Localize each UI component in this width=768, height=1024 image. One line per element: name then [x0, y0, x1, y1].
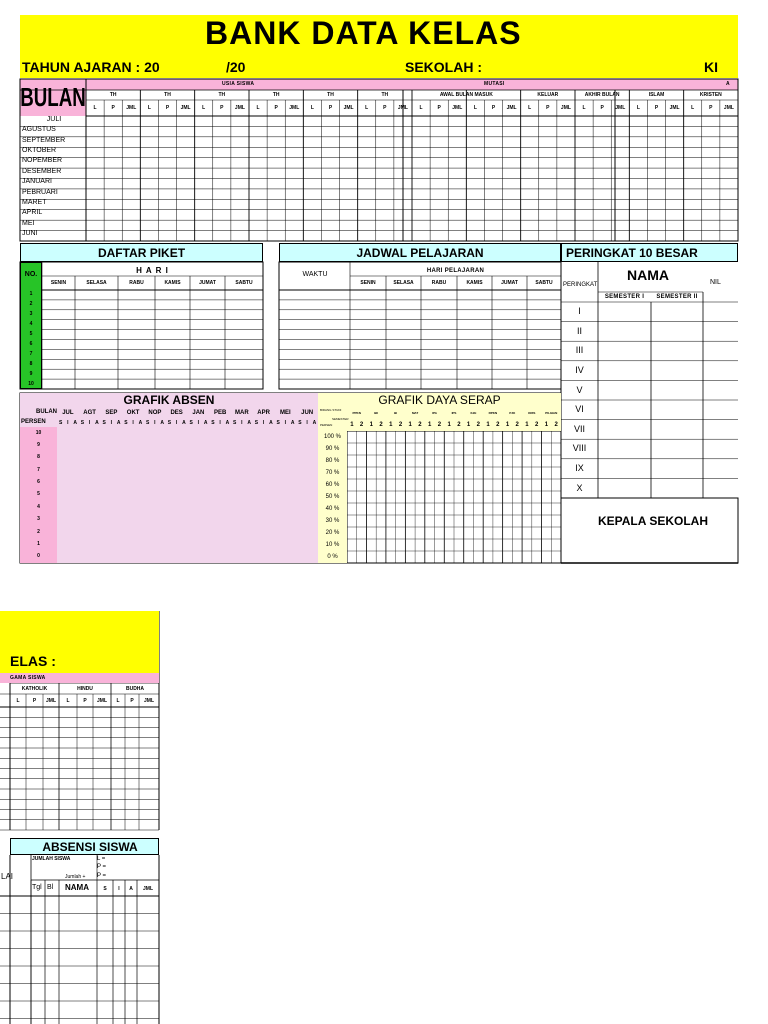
- serap-scale-label: 10 %: [325, 542, 340, 548]
- absensi-bl-label: Bl: [47, 884, 54, 891]
- column-header-l: L: [691, 104, 695, 111]
- peringkat-rank-label: V: [576, 384, 583, 395]
- absen-month-header: PEB: [213, 410, 227, 416]
- absen-scale-label: 3: [37, 516, 40, 523]
- column-header-p: P: [709, 104, 713, 111]
- piket-hari-label: H A R I: [136, 265, 169, 275]
- serap-semester-header: 2: [379, 421, 383, 428]
- page-title: BANK DATA KELAS: [205, 15, 522, 51]
- th-label: TH: [109, 91, 117, 98]
- absen-sia-header: S: [102, 419, 106, 426]
- piket-row-number: 9: [29, 370, 33, 377]
- bottom-column-header: L: [66, 697, 70, 704]
- tahun-ajaran-label: TAHUN AJARAN : 20: [22, 59, 160, 75]
- absensi-siswa-title: ABSENSI SISWA: [42, 839, 138, 854]
- th-label: TH: [218, 91, 226, 98]
- bottom-column-header: JML: [144, 697, 154, 704]
- column-header-l: L: [147, 104, 151, 111]
- bottom-column-header: P: [130, 697, 134, 704]
- piket-day-header: RABU: [129, 280, 144, 286]
- absen-sia-header: I: [175, 419, 178, 426]
- serap-semester-header: 1: [428, 421, 432, 428]
- grafik-serap-persen-label: PERSEN: [320, 423, 333, 427]
- absen-sia-header: I: [154, 419, 156, 426]
- absen-scale-label: 2: [37, 528, 40, 535]
- absen-month-header: MAR: [235, 410, 249, 416]
- column-header-p: P: [165, 104, 170, 111]
- column-header-l: L: [310, 104, 314, 111]
- absen-scale-label: 9: [37, 442, 40, 449]
- month-row-label: JANUARI: [22, 178, 52, 186]
- column-header-l: L: [636, 104, 640, 111]
- absen-sia-header: I: [67, 419, 69, 426]
- absen-sia-header: S: [145, 419, 150, 426]
- absen-month-header: JUL: [62, 410, 74, 416]
- column-header-p: P: [600, 104, 604, 111]
- absen-sia-header: I: [88, 419, 91, 426]
- serap-semester-header: 2: [437, 421, 442, 428]
- absensi-l-eq: L =: [97, 856, 106, 862]
- serap-subject-header: MAT: [411, 410, 419, 415]
- serap-scale-label: 90 %: [325, 446, 340, 452]
- grafik-absen-bulan-label: BULAN: [36, 409, 57, 415]
- absen-scale-label: 10: [35, 429, 42, 436]
- absensi-jumlah-siswa: JUMLAH SISWA: [32, 856, 71, 862]
- serap-subject-header: KJE: [470, 410, 477, 415]
- sekolah-label: SEKOLAH :: [405, 59, 482, 75]
- month-row-label: JULI: [46, 115, 62, 123]
- absen-sia-header: A: [290, 419, 295, 426]
- jadwal-day-header: SENIN: [360, 280, 376, 286]
- absen-sia-header: I: [306, 419, 308, 426]
- absen-month-header: JAN: [192, 410, 205, 416]
- th-label: TH: [164, 91, 171, 98]
- absensi-jumlah-plus: Jumlah +: [65, 874, 86, 880]
- absen-sia-header: A: [95, 419, 99, 426]
- absen-sia-header: A: [182, 419, 186, 426]
- serap-semester-header: 2: [554, 421, 558, 428]
- agama-islam: ISLAM: [648, 91, 665, 98]
- serap-semester-header: 2: [418, 421, 422, 428]
- absensi-column-header: A: [129, 885, 133, 892]
- column-header-p: P: [654, 104, 659, 111]
- absensi-column-header: JML: [143, 885, 153, 892]
- bottom-agama-siswa-label: GAMA SISWA: [10, 675, 46, 681]
- serap-scale-label: 40 %: [325, 506, 340, 512]
- month-row-label: MARET: [22, 199, 47, 207]
- peringkat-rank-label: IX: [575, 463, 584, 474]
- column-header-l: L: [202, 104, 206, 111]
- month-row-label: NOPEMBER: [22, 157, 63, 165]
- serap-semester-header: 2: [359, 421, 364, 428]
- column-header-jml: JML: [180, 104, 191, 111]
- jadwal-day-header: KAMIS: [466, 280, 483, 286]
- serap-subject-header: PILIHAN: [545, 410, 558, 415]
- peringkat-rank-label: VI: [575, 404, 584, 415]
- mutasi-keluar: KELUAR: [537, 91, 559, 98]
- peringkat-semester-1: SEMESTER I: [604, 293, 645, 300]
- piket-row-number: 10: [28, 380, 34, 387]
- serap-subject-header: KRIS: [528, 410, 536, 415]
- bottom-kelas-label: ELAS :: [10, 653, 56, 669]
- column-header-l: L: [528, 104, 532, 111]
- month-row-label: MEI: [22, 219, 35, 227]
- column-header-jml: JML: [289, 104, 300, 111]
- absen-scale-label: 5: [37, 491, 40, 498]
- grafik-absen-persen-label: PERSEN: [21, 419, 46, 425]
- absen-scale-label: 6: [37, 479, 40, 486]
- absen-scale-label: 0: [37, 553, 40, 560]
- serap-semester-header: 1: [389, 421, 393, 428]
- absen-sia-header: I: [241, 419, 243, 426]
- absen-sia-header: S: [254, 419, 259, 426]
- absen-sia-header: I: [284, 419, 287, 426]
- serap-semester-header: 2: [398, 421, 403, 428]
- absen-sia-header: S: [80, 419, 85, 426]
- grafik-serap-semester-label: SEMESTER: [332, 417, 349, 421]
- piket-row-number: 1: [29, 291, 33, 298]
- peringkat-rank-label: IV: [575, 365, 584, 376]
- absensi-nilai-fragment: LAI: [1, 872, 14, 881]
- month-row-label: AGUSTUS: [22, 126, 56, 134]
- month-row-label: OKTOBER: [22, 146, 57, 154]
- absen-sia-header: A: [116, 419, 121, 426]
- serap-semester-header: 1: [505, 421, 510, 428]
- month-row-label: SEPTEMBER: [22, 136, 66, 144]
- bottom-column-header: JML: [97, 697, 107, 704]
- column-header-jml: JML: [234, 104, 245, 111]
- absen-month-header: OKT: [126, 410, 140, 416]
- jadwal-hari-pelajaran-label: HARI PELAJARAN: [426, 268, 485, 274]
- mutasi-awal-masuk: AWAL BULAN MASUK: [439, 91, 493, 98]
- piket-day-header: JUMAT: [199, 280, 216, 286]
- absen-sia-header: I: [262, 419, 265, 426]
- column-header-p: P: [220, 104, 224, 111]
- column-header-l: L: [365, 104, 369, 111]
- column-header-p: P: [546, 104, 550, 111]
- month-row-label: DESEMBER: [22, 167, 62, 175]
- absensi-column-header: I: [118, 885, 120, 892]
- absen-sia-header: S: [276, 419, 280, 426]
- jadwal-waktu-label: WAKTU: [302, 270, 328, 278]
- piket-day-header: KAMIS: [164, 280, 181, 286]
- piket-row-number: 4: [29, 321, 33, 328]
- serap-semester-header: 2: [496, 421, 500, 428]
- serap-semester-header: 1: [408, 421, 412, 428]
- grafik-absen-title: GRAFIK ABSEN: [123, 393, 215, 407]
- absen-sia-header: A: [269, 419, 273, 426]
- peringkat-nama-label: NAMA: [627, 267, 669, 283]
- piket-row-number: 8: [29, 360, 33, 367]
- serap-scale-label: 0 %: [327, 554, 338, 560]
- piket-row-number: 2: [29, 301, 33, 308]
- absen-month-header: NOP: [148, 410, 162, 416]
- bottom-agama-group: BUDHA: [125, 685, 145, 692]
- absen-sia-header: S: [298, 419, 302, 426]
- tahun-ajaran-slash: /20: [226, 59, 246, 75]
- usia-siswa-label: USIA SISWA: [222, 81, 255, 87]
- absensi-tgl-label: Tgl: [32, 884, 42, 891]
- column-header-jml: JML: [506, 104, 517, 111]
- column-header-p: P: [328, 104, 333, 111]
- jadwal-day-header: JUMAT: [501, 280, 518, 286]
- serap-semester-header: 1: [544, 421, 549, 428]
- column-header-l: L: [473, 104, 477, 111]
- absensi-column-header: S: [103, 885, 107, 892]
- serap-semester-header: 2: [476, 421, 480, 428]
- month-row-label: JUNI: [22, 230, 38, 238]
- column-header-jml: JML: [723, 104, 734, 111]
- absen-sia-header: S: [167, 419, 172, 426]
- column-header-p: P: [274, 104, 278, 111]
- serap-scale-label: 60 %: [325, 482, 340, 488]
- absen-sia-header: S: [211, 419, 215, 426]
- serap-semester-header: 1: [486, 421, 490, 428]
- column-header-jml: JML: [560, 104, 571, 111]
- agama-kristen: KRISTEN: [699, 91, 722, 98]
- jadwal-title: JADWAL PELAJARAN: [356, 245, 484, 260]
- piket-row-number: 5: [29, 331, 33, 338]
- column-header-p: P: [437, 104, 441, 111]
- th-label: TH: [381, 91, 389, 98]
- absen-sia-header: A: [203, 419, 208, 426]
- absen-sia-header: A: [73, 419, 77, 426]
- bottom-column-header: L: [16, 697, 20, 704]
- absen-sia-header: S: [124, 419, 128, 426]
- serap-subject-header: IPA: [432, 410, 437, 415]
- column-header-l: L: [256, 104, 260, 111]
- piket-day-header: SENIN: [50, 280, 67, 286]
- grafik-serap-bidang-label: BIDANG STUDI: [320, 408, 342, 412]
- piket-day-header: SABTU: [235, 280, 253, 286]
- absen-sia-header: S: [232, 419, 237, 426]
- absensi-p-eq: P =: [97, 864, 107, 870]
- column-header-l: L: [419, 104, 423, 111]
- absen-month-header: DES: [170, 410, 183, 416]
- serap-scale-label: 20 %: [325, 530, 340, 536]
- piket-no-label: NO.: [24, 270, 38, 278]
- peringkat-nil-label: NIL: [710, 279, 721, 286]
- absen-sia-header: I: [197, 419, 200, 426]
- column-header-jml: JML: [343, 104, 354, 111]
- peringkat-semester-2: SEMESTER II: [656, 293, 698, 300]
- absen-sia-header: A: [160, 419, 164, 426]
- th-label: TH: [272, 91, 280, 98]
- peringkat-label: PERINGKAT: [563, 282, 598, 288]
- column-header-jml: JML: [397, 104, 408, 111]
- absen-month-header: APR: [257, 410, 270, 416]
- absen-scale-label: 1: [37, 540, 40, 547]
- column-header-p: P: [491, 104, 496, 111]
- serap-subject-header: PJK: [509, 410, 516, 415]
- absen-month-header: SEP: [105, 410, 118, 416]
- column-header-jml: JML: [615, 104, 626, 111]
- piket-row-number: 3: [29, 311, 33, 318]
- absen-sia-header: S: [58, 419, 63, 426]
- bulan-label: BULAN: [20, 82, 86, 112]
- peringkat-rank-label: X: [576, 482, 583, 493]
- serap-scale-label: 70 %: [325, 470, 340, 476]
- serap-subject-header: PPKN: [352, 410, 361, 415]
- bottom-column-header: L: [116, 697, 120, 704]
- piket-row-number: 6: [29, 340, 33, 347]
- kepala-sekolah-label: KEPALA SEKOLAH: [597, 513, 708, 528]
- absen-scale-label: 4: [37, 503, 40, 510]
- th-label: TH: [327, 91, 334, 98]
- serap-semester-header: 1: [447, 421, 451, 428]
- column-header-jml: JML: [669, 104, 680, 111]
- bottom-column-header: P: [32, 697, 37, 704]
- serap-semester-header: 1: [466, 421, 471, 428]
- piket-row-number: 7: [29, 350, 33, 357]
- absen-sia-header: A: [312, 419, 317, 426]
- bottom-agama-group: KATHOLIK: [21, 685, 48, 692]
- absen-month-header: JUN: [301, 410, 314, 416]
- absen-month-header: AGT: [83, 410, 96, 416]
- column-header-jml: JML: [126, 104, 137, 111]
- mutasi-akhir-bulan: AKHIR BULAN: [584, 91, 620, 98]
- bottom-agama-group: HINDU: [77, 685, 93, 692]
- serap-scale-label: 30 %: [325, 518, 340, 524]
- serap-scale-label: 50 %: [325, 494, 340, 500]
- grafik-serap-title: GRAFIK DAYA SERAP: [378, 393, 501, 407]
- serap-semester-header: 2: [457, 421, 461, 428]
- absen-sia-header: I: [132, 419, 134, 426]
- month-row-label: APRIL: [22, 209, 43, 217]
- serap-semester-header: 2: [515, 421, 519, 428]
- kelas-label-fragment: KI: [704, 59, 718, 75]
- bottom-column-header: JML: [46, 697, 56, 704]
- jadwal-day-header: SELASA: [393, 280, 414, 286]
- jadwal-day-header: SABTU: [535, 280, 553, 286]
- column-header-p: P: [111, 104, 115, 111]
- serap-subject-header: BII: [374, 410, 379, 415]
- absen-sia-header: I: [110, 419, 113, 426]
- peringkat-rank-label: III: [575, 345, 584, 356]
- peringkat-rank-label: VII: [573, 423, 585, 434]
- absen-scale-label: 7: [37, 466, 40, 473]
- bottom-column-header: P: [83, 697, 87, 704]
- serap-subject-header: IPS: [451, 410, 457, 415]
- absen-sia-header: A: [138, 419, 143, 426]
- month-row-label: PEBRUARI: [22, 188, 58, 196]
- absen-sia-header: A: [225, 419, 230, 426]
- piket-day-header: SELASA: [86, 280, 107, 286]
- serap-semester-header: 1: [525, 421, 529, 428]
- agama-label-fragment: A: [726, 81, 730, 87]
- peringkat-rank-label: II: [576, 325, 582, 336]
- jadwal-day-header: RABU: [431, 280, 447, 286]
- absen-sia-header: A: [247, 419, 251, 426]
- column-header-p: P: [383, 104, 387, 111]
- serap-semester-header: 2: [535, 421, 539, 428]
- column-header-l: L: [93, 104, 97, 111]
- absen-scale-label: 8: [37, 454, 40, 461]
- absen-sia-header: S: [189, 419, 193, 426]
- serap-scale-label: 100 %: [323, 434, 341, 440]
- absensi-nama-label: NAMA: [65, 883, 89, 892]
- absen-month-header: MEI: [280, 410, 291, 416]
- absensi-p-eq-2: P =: [97, 873, 107, 879]
- serap-subject-header: RPKN: [488, 410, 498, 415]
- daftar-piket-title: DAFTAR PIKET: [97, 245, 186, 260]
- absen-sia-header: I: [219, 419, 221, 426]
- serap-subject-header: BI: [394, 410, 398, 415]
- serap-semester-header: 1: [350, 421, 354, 428]
- mutasi-label: MUTASI: [484, 81, 505, 87]
- column-header-jml: JML: [452, 104, 463, 111]
- column-header-l: L: [582, 104, 586, 111]
- peringkat-rank-label: VIII: [572, 443, 587, 454]
- peringkat-title: PERINGKAT 10 BESAR: [566, 245, 698, 260]
- peringkat-rank-label: I: [578, 306, 581, 317]
- serap-scale-label: 80 %: [325, 458, 340, 464]
- serap-semester-header: 1: [369, 421, 373, 428]
